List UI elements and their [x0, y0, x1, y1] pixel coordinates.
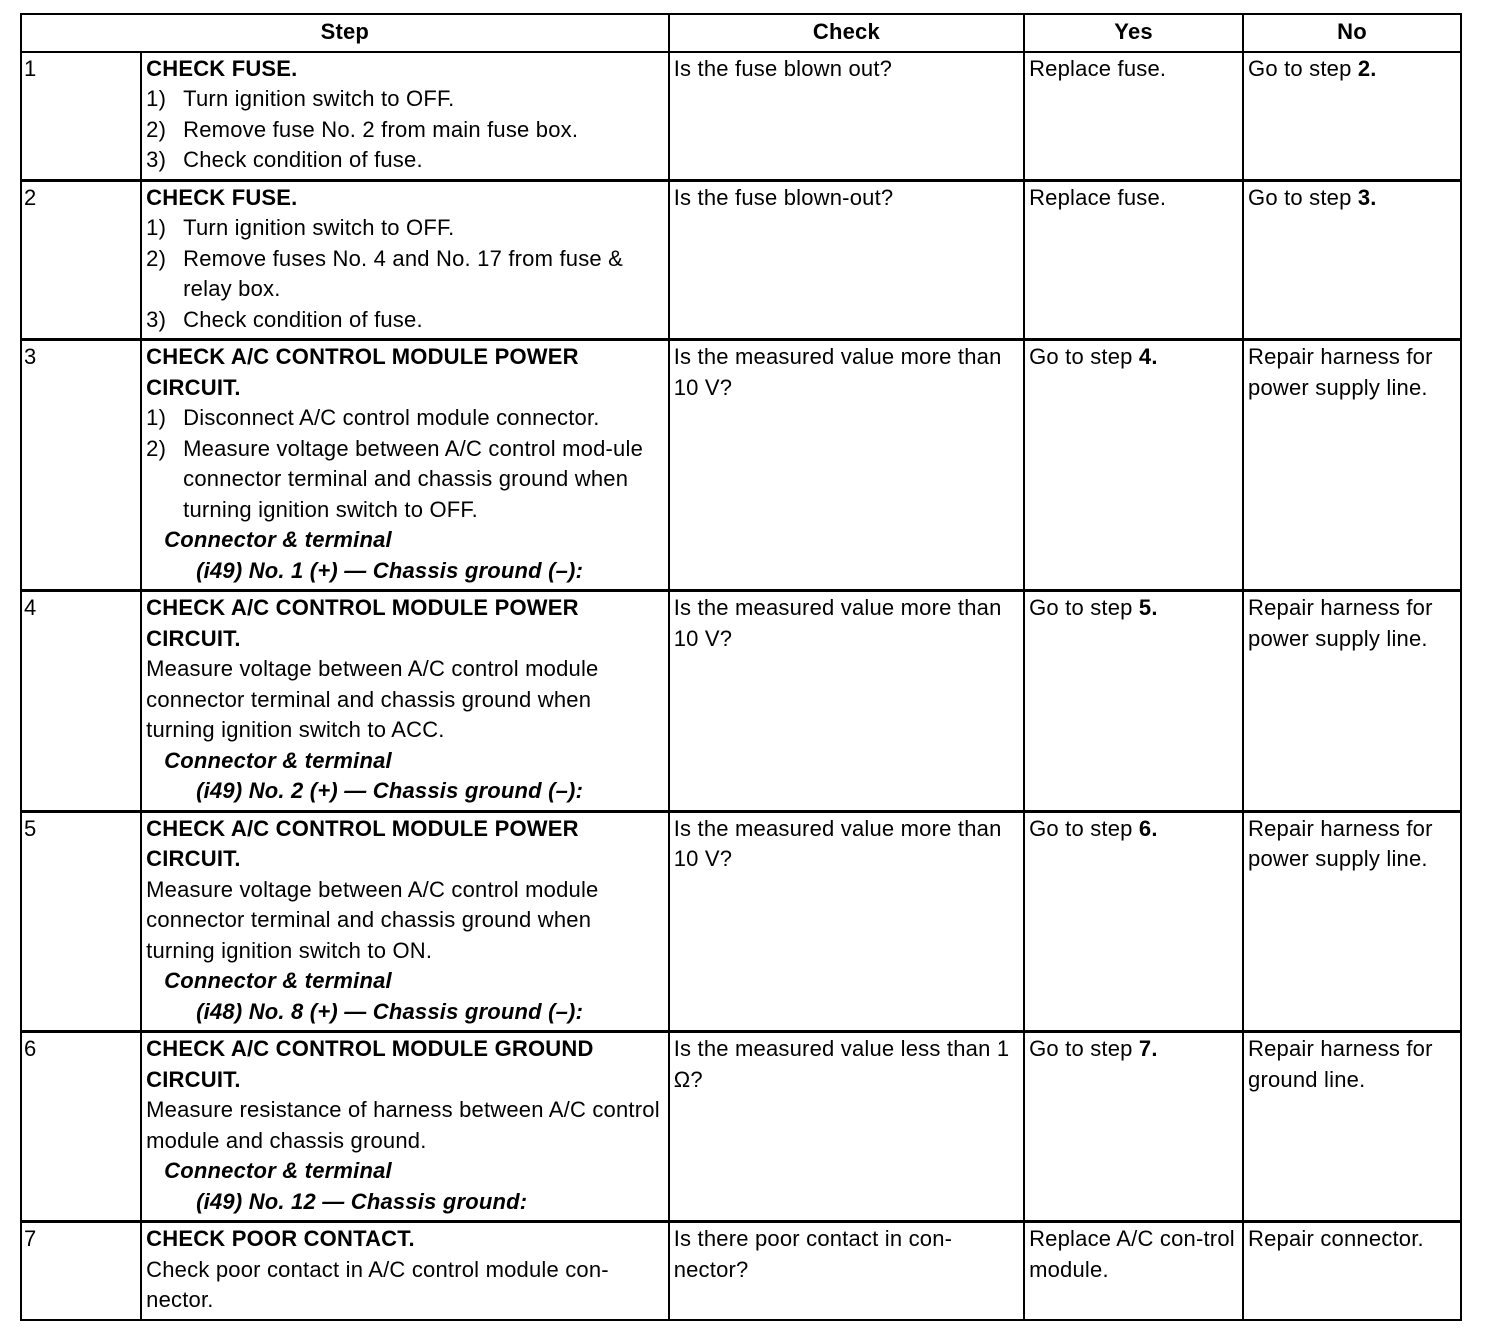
step-number: 7: [21, 1222, 141, 1320]
substep: [146, 403, 664, 434]
diagnostic-table: [20, 13, 1462, 1321]
substep-text: Remove fuses No. 4 and No. 17 from fuse & relay box.: [183, 245, 624, 301]
yes-cell: Replace A/C con-trol module.: [1024, 1222, 1243, 1320]
connector-label: Connector & terminal: [164, 527, 392, 552]
yes-cell: [1024, 1032, 1243, 1222]
no-cell: Repair harness for power supply line.: [1243, 340, 1461, 591]
connector-value: (i48) No. 8 (+) — Chassis ground (–):: [196, 998, 584, 1024]
step-number: 4: [21, 591, 141, 812]
header-no: No: [1243, 14, 1461, 52]
step-title: CHECK POOR CONTACT.: [146, 1226, 415, 1251]
check-cell: Is the fuse blown-out?: [669, 180, 1024, 340]
goto-prefix: Go to step: [1248, 55, 1358, 81]
connector-label: Connector & terminal: [164, 968, 392, 993]
goto-step-number: 3.: [1357, 184, 1377, 210]
step-description: [141, 1032, 669, 1222]
substep-text: Check condition of fuse.: [183, 306, 423, 332]
substep-marker: 1): [146, 215, 167, 240]
yes-cell: Replace fuse.: [1024, 52, 1243, 181]
substep: [146, 244, 664, 305]
yes-cell: Replace fuse.: [1024, 180, 1243, 340]
no-cell: Repair harness for power supply line.: [1243, 591, 1461, 812]
substep-text: Turn ignition switch to OFF.: [183, 215, 455, 240]
step-paragraph: Measure voltage between A/C control module connector terminal and chassis ground when turning ignition switch to ON.: [146, 876, 599, 963]
goto-prefix: Go to step: [1029, 1036, 1139, 1061]
header-row: [21, 14, 1461, 52]
check-cell: Is the measured value more than 10 V?: [669, 811, 1024, 1032]
step-paragraph: Measure voltage between A/C control module connector terminal and chassis ground when turning ignition switch to ACC.: [146, 656, 599, 742]
substep-marker: 2): [146, 435, 167, 461]
step-number: 1: [21, 52, 141, 181]
step-description: [141, 811, 669, 1032]
yes-cell: [1024, 811, 1243, 1032]
goto-prefix: Go to step: [1029, 815, 1139, 841]
substep-marker: 2): [146, 116, 167, 142]
step-description: [141, 180, 669, 340]
connector-label: Connector & terminal: [164, 1158, 392, 1183]
substep-marker: 1): [146, 86, 167, 111]
header-step: Step: [21, 14, 669, 52]
goto-prefix: Go to step: [1029, 344, 1139, 369]
goto-step-number: 5.: [1138, 595, 1158, 620]
substep: [146, 213, 664, 244]
no-cell: Repair harness for ground line.: [1243, 1032, 1461, 1222]
goto-step-number: 4.: [1138, 344, 1158, 369]
no-cell: [1243, 52, 1461, 181]
step-description: [141, 52, 669, 181]
substep-list: [146, 403, 664, 525]
step-number: 2: [21, 180, 141, 340]
check-cell: Is there poor contact in con-nector?: [669, 1222, 1024, 1320]
check-cell: Is the measured value more than 10 V?: [669, 591, 1024, 812]
step-title: CHECK A/C CONTROL MODULE POWER CIRCUIT.: [146, 815, 579, 871]
no-cell: Repair connector.: [1243, 1222, 1461, 1320]
goto-step-number: 6.: [1138, 815, 1158, 841]
substep-marker: 3): [146, 147, 167, 172]
step-number: 3: [21, 340, 141, 591]
table-row: [21, 1032, 1461, 1222]
no-cell: Repair harness for power supply line.: [1243, 811, 1461, 1032]
check-cell: Is the fuse blown out?: [669, 52, 1024, 181]
table-row: [21, 52, 1461, 181]
yes-cell: [1024, 591, 1243, 812]
substep: [146, 434, 664, 526]
step-description: [141, 591, 669, 812]
check-cell: Is the measured value more than 10 V?: [669, 340, 1024, 591]
substep-text: Disconnect A/C control module connector.: [183, 405, 600, 430]
step-description: [141, 1222, 669, 1320]
step-title: CHECK A/C CONTROL MODULE POWER CIRCUIT.: [146, 595, 579, 651]
substep-list: [146, 213, 664, 335]
step-paragraph: Check poor contact in A/C control module con-nector.: [146, 1256, 609, 1312]
table-row: [21, 180, 1461, 340]
table-row: [21, 811, 1461, 1032]
substep-marker: 1): [146, 405, 167, 430]
table-row: [21, 591, 1461, 812]
substep: [146, 145, 664, 176]
goto-step-number: 7.: [1138, 1036, 1158, 1061]
substep: [146, 115, 664, 146]
goto-step-number: 2.: [1357, 55, 1377, 81]
goto-prefix: Go to step: [1248, 184, 1358, 210]
step-title: CHECK A/C CONTROL MODULE POWER CIRCUIT.: [146, 344, 579, 400]
substep-text: Measure voltage between A/C control mod-ule connector terminal and chassis ground when turning ignition switch to OFF.: [183, 435, 644, 522]
table-row: [21, 1222, 1461, 1320]
substep-list: [146, 84, 664, 176]
yes-cell: [1024, 340, 1243, 591]
step-title: CHECK FUSE.: [146, 55, 298, 81]
step-title: CHECK FUSE.: [146, 184, 298, 210]
step-number: 5: [21, 811, 141, 1032]
substep-text: Turn ignition switch to OFF.: [183, 86, 455, 111]
connector-label: Connector & terminal: [164, 747, 392, 773]
substep-text: Check condition of fuse.: [183, 147, 423, 172]
header-check: Check: [669, 14, 1024, 52]
step-description: [141, 340, 669, 591]
goto-prefix: Go to step: [1029, 595, 1139, 620]
substep-marker: 3): [146, 306, 167, 332]
connector-value: (i49) No. 2 (+) — Chassis ground (–):: [196, 778, 584, 803]
step-paragraph: Measure resistance of harness between A/C control module and chassis ground.: [146, 1097, 660, 1153]
substep-text: Remove fuse No. 2 from main fuse box.: [183, 116, 579, 142]
connector-value: (i49) No. 1 (+) — Chassis ground (–):: [196, 557, 584, 583]
table-row: [21, 340, 1461, 591]
substep-marker: 2): [146, 245, 167, 271]
substep: [146, 305, 664, 336]
header-yes: Yes: [1024, 14, 1243, 52]
no-cell: [1243, 180, 1461, 340]
step-title: CHECK A/C CONTROL MODULE GROUND CIRCUIT.: [146, 1036, 594, 1092]
step-number: 6: [21, 1032, 141, 1222]
connector-value: (i49) No. 12 — Chassis ground:: [196, 1188, 528, 1214]
substep: [146, 84, 664, 115]
check-cell: Is the measured value less than 1 Ω?: [669, 1032, 1024, 1222]
